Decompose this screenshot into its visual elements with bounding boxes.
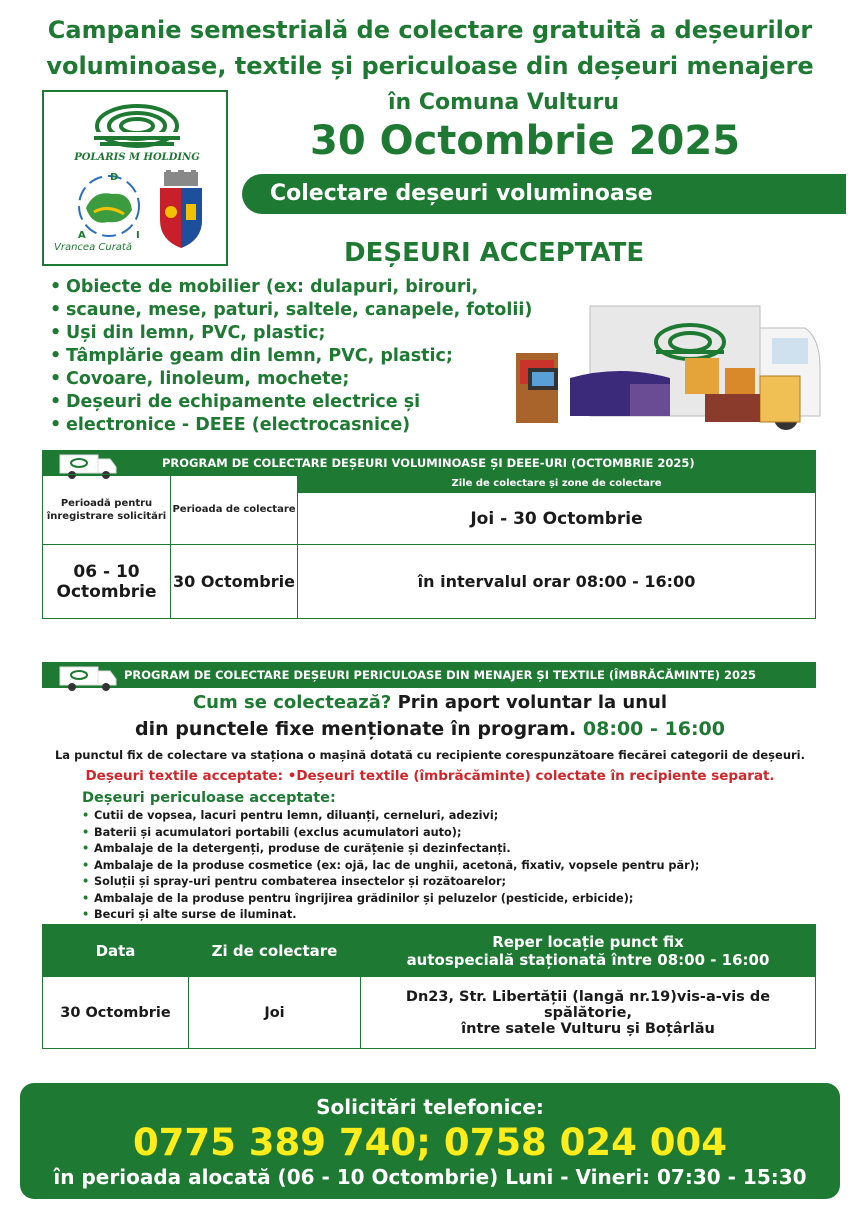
location-head-line-2: autospecială staționată între 08:00 - 16:00	[406, 950, 770, 969]
collection-day: Joi - 30 Octombrie	[298, 493, 816, 545]
location-line-2: între satele Vulturu și Boțârlău	[461, 1020, 715, 1037]
event-date: 30 Octombrie 2025	[310, 118, 741, 164]
how-collected-line-1	[0, 692, 860, 713]
list-item: • Covoare, linoleum, mochete;	[50, 368, 540, 391]
textile-accepted: Deșeuri textile acceptate: •Deșeuri textile (îmbrăcăminte) colectate în recipiente separat.	[85, 768, 775, 784]
location-line-1: Dn23, Str. Libertății (langă nr.19)vis-a-vis de spălătorie,	[405, 988, 771, 1021]
list-item-cont: • electronice - DEEE (electrocasnice)	[50, 414, 540, 437]
list-item: • Tâmplărie geam din lemn, PVC, plastic;	[50, 345, 540, 368]
collection-days-head: Zile de colectare și zone de colectare	[298, 475, 816, 493]
letter-d: D	[110, 172, 119, 183]
phone-period: în perioada alocată (06 - 10 Octombrie) Luni - Vineri: 07:30 - 15:30	[53, 1165, 807, 1189]
location-head-line-1: Reper locație punct fix	[492, 932, 684, 951]
collection-note: La punctul fix de colectare va staționa o mașină dotată cu recipiente corespunzătoare fiecărei categorii de deșeuri.	[54, 748, 805, 762]
list-item: • Baterii și acumulatori portabili (exclus acumulatori auto);	[82, 825, 699, 842]
polaris-rings-icon	[92, 100, 182, 150]
header-line-2: voluminoase, textile și periculoase din deșeuri menajere	[46, 52, 814, 80]
list-item: • Ambalaje de la produse pentru îngrijirea grădinilor și peluzelor (pesticide, erbicide);	[82, 891, 699, 908]
day-value: Joi	[189, 977, 361, 1049]
collection-interval: în intervalul orar 08:00 - 16:00	[298, 545, 816, 619]
how-answer-2: din punctele fixe menționate în program.	[135, 718, 577, 740]
garbage-truck-illustration	[510, 298, 825, 433]
program-1-table	[42, 474, 816, 619]
coat-of-arms-icon	[156, 170, 206, 250]
list-item: • Becuri și alte surse de iluminat.	[82, 907, 699, 924]
list-item: • Soluții și spray-uri pentru combaterea insectelor și rozătoarelor;	[82, 874, 699, 891]
letter-a: A	[78, 230, 86, 241]
list-item: • Uși din lemn, PVC, plastic;	[50, 322, 540, 345]
collect-period-head: Perioada de colectare	[171, 475, 298, 545]
day-head: Zi de colectare	[189, 925, 361, 977]
list-item: • Ambalaje de la detergenți, produse de curățenie și dezinfectanți.	[82, 841, 699, 858]
program-1-title: PROGRAM DE COLECTARE DEȘEURI VOLUMINOASE ȘI DEEE-URI (OCTOMBRIE 2025)	[162, 456, 695, 470]
program-2-header	[42, 662, 816, 688]
location-head	[361, 925, 816, 977]
truck-icon	[58, 663, 118, 693]
vrancea-map-icon	[64, 168, 154, 246]
accepted-list	[50, 276, 540, 437]
how-collected-line-2	[0, 718, 860, 740]
program-2-table	[42, 924, 816, 1049]
location-value	[361, 977, 816, 1049]
polaris-brand-text: POLARIS M HOLDING	[74, 152, 200, 163]
program-2-title: PROGRAM DE COLECTARE DEȘEURI PERICULOASE DIN MENAJER ȘI TEXTILE (ÎMBRĂCĂMINTE) 2025	[124, 668, 757, 682]
reg-period-head: Perioadă pentru înregistrare solicitări	[43, 475, 171, 545]
phone-requests-box	[20, 1083, 840, 1199]
list-item: • Cutii de vopsea, lacuri pentru lemn, diluanți, cerneluri, adezivi;	[82, 808, 699, 825]
header-commune: în Comuna Vulturu	[388, 90, 620, 115]
header-line-1: Campanie semestrială de colectare gratuită a deșeurilor	[47, 16, 813, 44]
phone-label: Solicitări telefonice:	[316, 1095, 544, 1119]
how-time: 08:00 - 16:00	[582, 718, 725, 740]
vrancea-subtitle: Vrancea Curată	[54, 242, 132, 253]
letter-i: I	[136, 230, 140, 241]
list-item: • Ambalaje de la produse cosmetice (ex: ojă, lac de unghii, acetonă, fixativ, vopsele pentru păr);	[82, 858, 699, 875]
hazardous-list	[82, 808, 699, 924]
hazardous-title: Deșeuri periculoase acceptate:	[82, 790, 336, 806]
program-1-header	[42, 450, 816, 476]
how-answer: Prin aport voluntar la unul	[397, 692, 668, 713]
polaris-logo	[42, 90, 228, 266]
how-question: Cum se colectează?	[192, 692, 392, 713]
list-item: • Deșeuri de echipamente electrice și	[50, 391, 540, 414]
phone-numbers[interactable]: 0775 389 740; 0758 024 004	[132, 1121, 728, 1164]
list-item: • Obiecte de mobilier (ex: dulapuri, birouri,	[50, 276, 540, 299]
bulky-waste-banner: Colectare deșeuri voluminoase	[242, 174, 846, 214]
collect-period-value: 30 Octombrie	[171, 545, 298, 619]
date-head: Data	[43, 925, 189, 977]
date-value: 30 Octombrie	[43, 977, 189, 1049]
accepted-title: DEȘEURI ACCEPTATE	[344, 238, 645, 268]
list-item-cont: • scaune, mese, paturi, saltele, canapele, fotolii)	[50, 299, 540, 322]
reg-period-value: 06 - 10 Octombrie	[43, 545, 171, 619]
